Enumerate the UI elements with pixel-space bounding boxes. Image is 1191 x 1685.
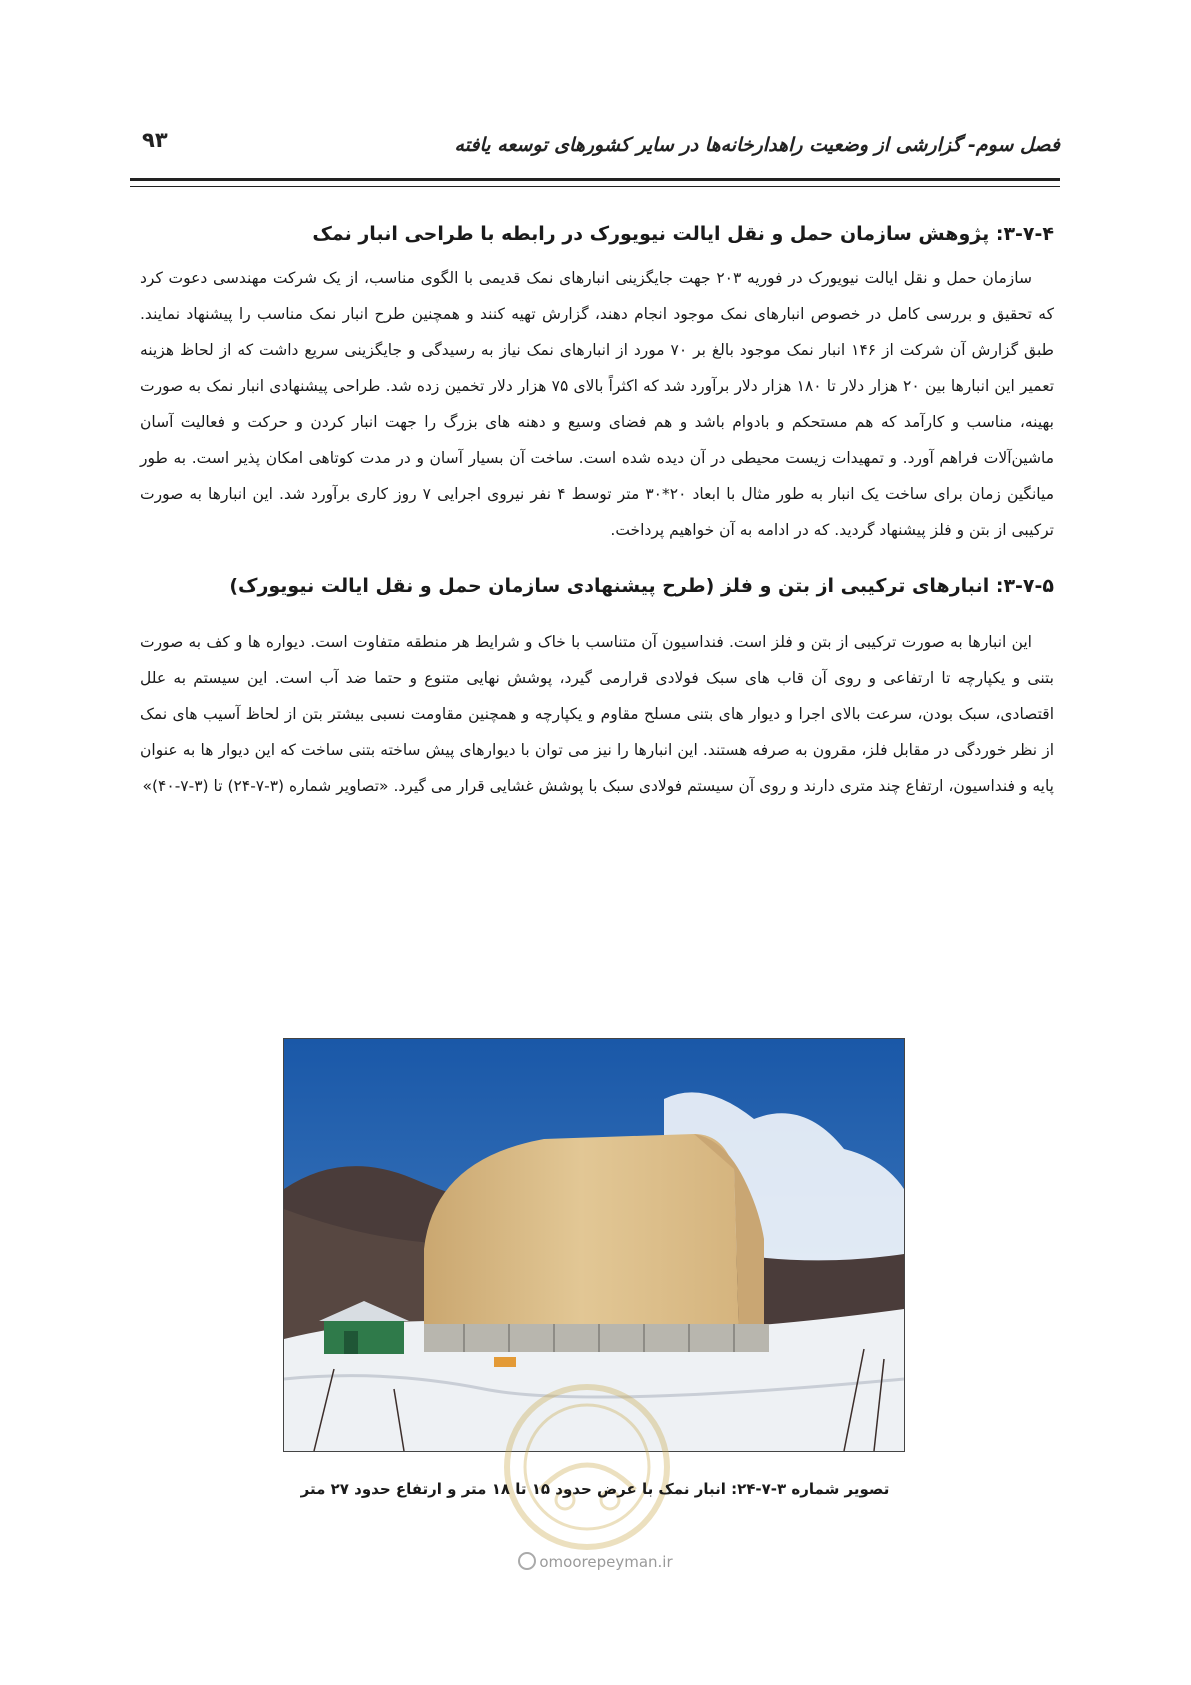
header-rule-thick [130,178,1060,181]
concrete-wall [424,1324,769,1352]
header-rule-thin [130,186,1060,187]
section-heading-4: ۳-۷-۴: پژوهش سازمان حمل و نقل ایالت نیویورک در رابطه با طراحی انبار نمک [312,223,1054,245]
footer-site [0,1552,1191,1571]
footer-site-text: omoorepeyman.ir [539,1553,673,1571]
page-header [130,128,1060,168]
orange-object [494,1357,516,1367]
section-paragraph-5: این انبارها به صورت ترکیبی از بتن و فلز است. فنداسیون آن متناسب با خاک و شرایط هر منطقه متفاوت است. دیواره ها و کف به صورت بتنی و یکپارچه تا ارتفاعی و روی آن قاب های سبک فولادی قرارمی گیرد، پوشش نهایی متنوع و حتما ضد آب است. این سیستم به علل اقتصادی، سبک بودن، سرعت بالای اجرا و دیوار های بتنی مسلح مقاوم و یکپارچه و همچنین مقاومت نسبی بیشتر بتن از لحاظ آسیب های نمک از نظر خوردگی در مقابل فلز، مقرون به صرفه هستند. این انبارها را نیز می توان با دیوارهای پیش ساخته بتنی ساخت که این دیوار ها به عنوان پایه و فنداسیون، ارتفاع چند متری دارند و روی آن سیستم فولادی سبک با پوشش غشایی قرار می گیرد. «تصاویر شماره (۳-۷-۲۴) تا (۳-۷-۴۰)» [140,633,1054,795]
main-content [140,200,1054,804]
figure-caption: تصویر شماره ۳-۷-۲۴: انبار نمک با عرض حدود ۱۵ تا ۱۸ متر و ارتفاع حدود ۲۷ متر [300,1480,890,1498]
at-icon [518,1552,536,1570]
page-number: ۹۳ [142,128,168,152]
section-heading-5: ۳-۷-۵: انبارهای ترکیبی از بتن و فلز (طرح پیشنهادی سازمان حمل و نقل ایالت نیویورک) [229,575,1054,597]
green-shed [324,1319,404,1354]
green-shed-door [344,1331,358,1354]
section-paragraph-4: سازمان حمل و نقل ایالت نیویورک در فوریه ۲۰۳ جهت جایگزینی انبارهای نمک قدیمی با الگوی مناسب، از یک شرکت مهندسی دعوت کرد که تحقیق و بررسی کامل در خصوص انبارهای نمک موجود انجام دهند، گزارش تهیه کنند و همچنین طرح انبار نمک مناسب را پیشنهاد نمایند. طبق گزارش آن شرکت از ۱۴۶ انبار نمک موجود بالغ بر ۷۰ مورد از انبارهای نمک نیاز به رسیدگی و جایگزینی سریع داشت که از لحاظ هزینه تعمیر این انبارها بین ۲۰ هزار دلار تا ۱۸۰ هزار دلار برآورد شد که اکثراً بالای ۷۵ هزار دلار تخمین زده شد. طراحی پیشنهادی انبار نمک به صورت بهینه، مناسب و کارآمد که هم مستحکم و بادوام باشد و هم فضای وسیع و دهنه های بزرگ را جهت انبار کردن و حرکت و فعالیت آسان ماشین‌آلات فراهم آورد. و تمهیدات زیست محیطی در آن دیده شده است. ساخت آن بسیار آسان و در مدت کوتاهی امکان پذیر است. به طور میانگین زمان برای ساخت یک انبار به طور مثال با ابعاد ۲۰*۳۰ متر توسط ۴ نفر نیروی اجرایی ۷ روز کاری برآورد شد. این انبارها به صورت ترکیبی از بتن و فلز پیشنهاد گردید. که در ادامه به آن خواهیم پرداخت. [140,269,1055,539]
running-title: فصل سوم- گزارشی از وضعیت راهدارخانه‌ها در سایر کشورهای توسعه یافته [454,134,1060,156]
watermark-seal-logo [500,1380,675,1555]
